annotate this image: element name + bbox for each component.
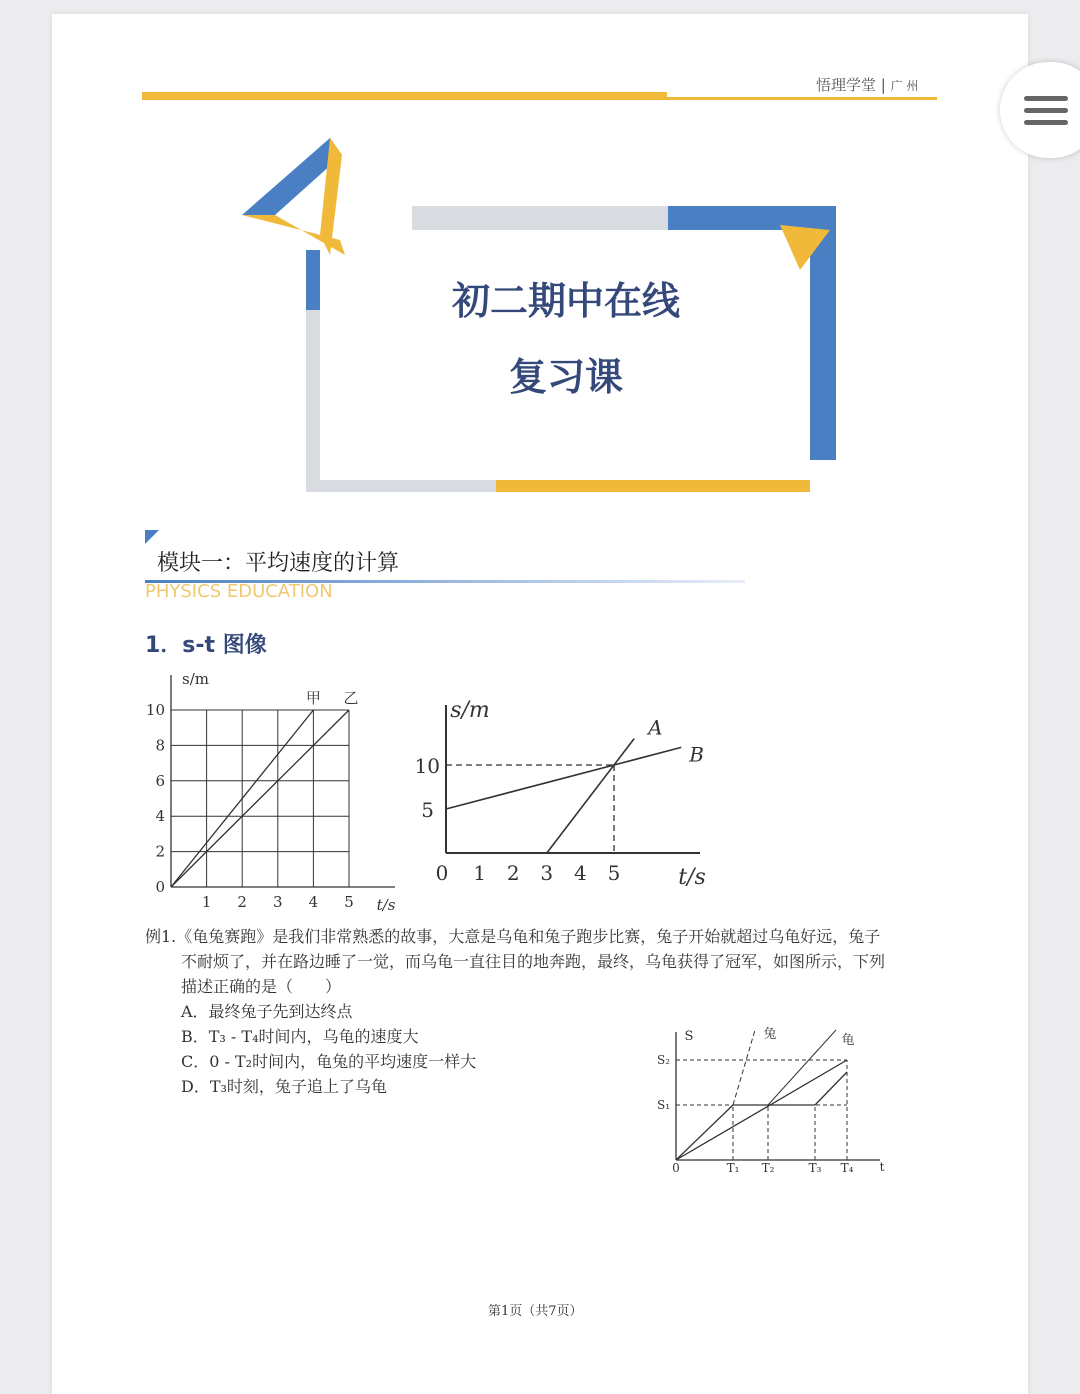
series-label: 乙 — [343, 689, 359, 707]
x-tick-label: 1 — [201, 893, 212, 911]
series-label: B — [689, 742, 704, 767]
y-tick-label: 10 — [145, 701, 165, 719]
y-tick-label: 5 — [421, 798, 434, 822]
section-title: 1．s-t 图像 — [145, 633, 267, 658]
brand: 悟理学堂 | 广 州 — [816, 76, 919, 94]
question-line: 例1.《龟兔赛跑》是我们非常熟悉的故事，大意是乌龟和兔子跑步比赛，兔子开始就超过乌龟好远，兔子 — [145, 927, 881, 946]
x-tick-label: 1 — [473, 861, 486, 885]
series-line-兔 — [676, 1105, 733, 1160]
y-axis-label: s/m — [182, 670, 209, 688]
x-tick-label: 3 — [540, 861, 554, 885]
series-label: 龟 — [841, 1033, 855, 1048]
y-tick-label: 2 — [155, 842, 165, 861]
x-tick-label: 0 — [435, 861, 449, 885]
y-tick-label: S₂ — [656, 1053, 670, 1067]
series-line-A — [547, 739, 634, 853]
y-tick-label: 8 — [155, 736, 165, 755]
cover-title-line2: 复习课 — [508, 355, 623, 399]
series-line-乙 — [171, 710, 349, 887]
x-tick-label: 5 — [607, 861, 621, 885]
series-label: 甲 — [305, 689, 321, 707]
y-tick-label: 4 — [155, 807, 165, 826]
x-axis-label: t/s — [376, 896, 396, 914]
x-axis-label: t/s — [678, 865, 706, 890]
x-tick-label: 2 — [237, 893, 247, 911]
x-tick-label: 3 — [273, 893, 283, 911]
y-axis-label: s/m — [450, 698, 490, 723]
question-line: 描述正确的是（ ） — [181, 977, 342, 996]
y-tick-label: 6 — [155, 771, 165, 790]
series-label: 兔 — [763, 1027, 777, 1042]
y-tick-label: S₁ — [656, 1098, 670, 1112]
x-tick-label: T₂ — [761, 1161, 775, 1175]
option-d[interactable]: D．T₃时刻，兔子追上了乌龟 — [181, 1077, 387, 1096]
module-subtitle: PHYSICS EDUCATION — [145, 581, 333, 602]
x-tick-label: T₁ — [726, 1161, 740, 1175]
y-tick-label: 10 — [414, 754, 440, 778]
x-tick-label: 4 — [574, 861, 587, 885]
y-axis-label: S — [684, 1029, 694, 1044]
x-tick-label: T₃ — [808, 1161, 822, 1175]
y-tick-label: 0 — [155, 878, 165, 896]
cover-title-line1: 初二期中在线 — [451, 279, 680, 323]
series-label: A — [648, 715, 663, 740]
module-title: 模块一：平均速度的计算 — [157, 551, 400, 576]
question — [145, 924, 945, 1099]
x-tick-label: 4 — [308, 893, 319, 911]
x-tick-label: 2 — [506, 861, 520, 885]
series-line-B — [446, 747, 681, 809]
question-line: 不耐烦了，并在路边睡了一觉，而乌龟一直往目的地奔跑，最终，乌龟获得了冠军，如图所示，下列 — [181, 952, 886, 971]
option-a[interactable]: A．最终兔子先到达终点 — [181, 1002, 353, 1021]
x-tick-label: 0 — [672, 1161, 680, 1175]
option-c[interactable]: C．0 - T₂时间内，龟兔的平均速度一样大 — [181, 1052, 477, 1071]
x-tick-label: T₄ — [840, 1161, 854, 1175]
option-b[interactable]: B．T₃ - T₄时间内，乌龟的速度大 — [181, 1027, 419, 1046]
page-number: 第1页（共7页） — [488, 1304, 583, 1319]
x-tick-label: 5 — [344, 893, 354, 911]
x-axis-label: t — [879, 1160, 885, 1174]
